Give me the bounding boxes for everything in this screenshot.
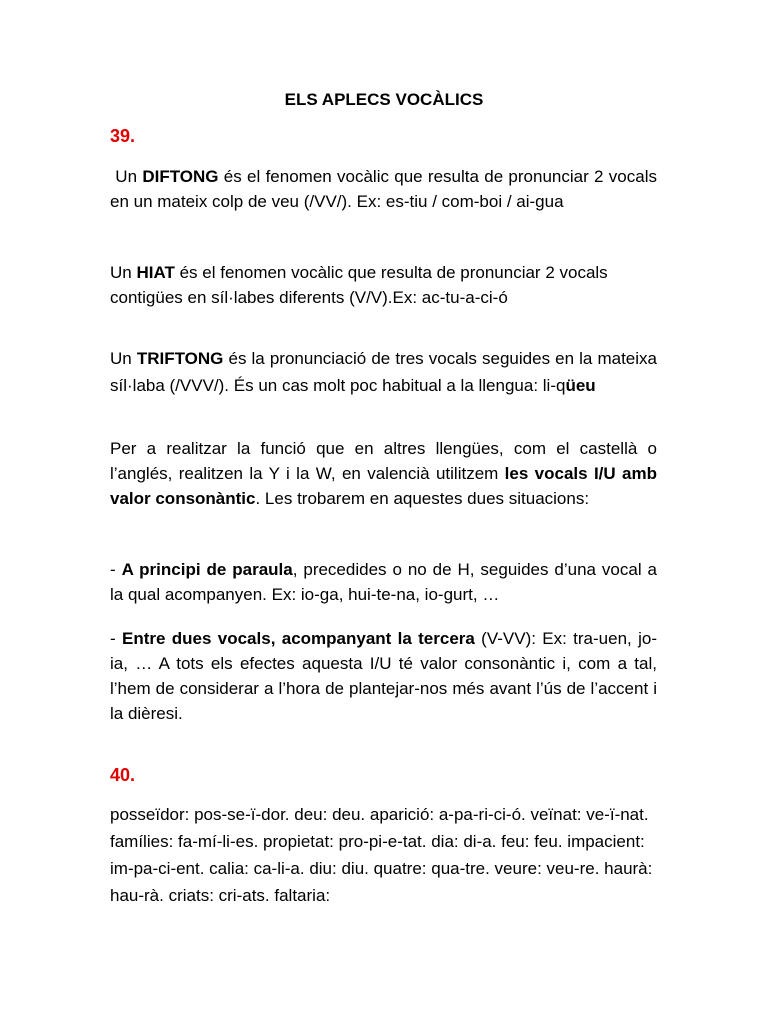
section-number-40: 40. [110,765,136,785]
paragraph-case-2 [110,626,657,726]
triftong-pre: Un [110,349,137,368]
triftong-text: és la pronunciació de tres vocals seguides en la mateixa síl·laba (/VVV/). És un cas molt poc habitual a la llengua: li-q [110,349,657,395]
consonantic-bold: les vocals I/U amb valor consonàntic [110,464,657,508]
case2-bold: Entre dues vocals, acompanyant la tercera [121,629,475,648]
paragraph-case-1 [110,557,657,607]
paragraph-diftong [110,164,657,214]
page-title: ELS APLECS VOCÀLICS [284,90,484,109]
paragraph-consonantic [110,436,657,511]
case1-text: , precedides o no de H, seguides d’una vocal a la qual acompanyen. Ex: io-ga, hui-te-na, io-gurt, … [110,560,657,604]
case2-dash: - [110,629,122,648]
triftong-example: üeu [565,376,596,395]
hiat-term: HIAT [136,263,175,282]
hiat-text: és el fenomen vocàlic que resulta de pronunciar 2 vocals contigües en síl·labes diferents (V/V).Ex: ac-tu-a-ci-ó [110,263,608,307]
case1-bold: A principi de paraula [121,560,293,579]
consonantic-text: Per a realitzar la funció que en altres llengües, com el castellà o l’anglés, realitzen la Y i la W, en valencià utilitzem [110,439,657,483]
triftong-term: TRIFTONG [136,349,224,368]
consonantic-after: . Les trobarem en aquestes dues situacions: [255,489,590,508]
case1-dash: - [110,560,122,579]
paragraph-triftong [110,345,657,399]
paragraph-hiat [110,260,657,310]
section-number-39: 39. [110,126,136,146]
diftong-pre: Un [115,167,143,186]
case2-text: (V-VV): Ex: tra-uen, jo-ia, … A tots els efectes aquesta I/U té valor consonàntic i, com a tal, l’hem de considerar a l’hora de plantejar-nos més avant l’ús de l’accent i la dièresi. [110,629,657,723]
diftong-term: DIFTONG [142,167,219,186]
paragraph-syllables: posseïdor: pos-se-ï-dor. deu: deu. aparició: a-pa-ri-ci-ó. veïnat: ve-ï-nat. famílies: fa-mí-li-es. propietat: pro-pi-e-tat. dia: di-a. feu: feu. impacient: im-pa-ci-ent. calia: ca-li-a. diu: diu. quatre: qua-tre. veure: veu-re. haurà: hau-rà. criats: cri-ats. faltaria: [110,805,653,905]
diftong-text: és el fenomen vocàlic que resulta de pronunciar 2 vocals en un mateix colp de veu (/VV/). Ex: es-tiu / com-boi / ai-gua [110,167,657,211]
hiat-pre: Un [110,263,137,282]
